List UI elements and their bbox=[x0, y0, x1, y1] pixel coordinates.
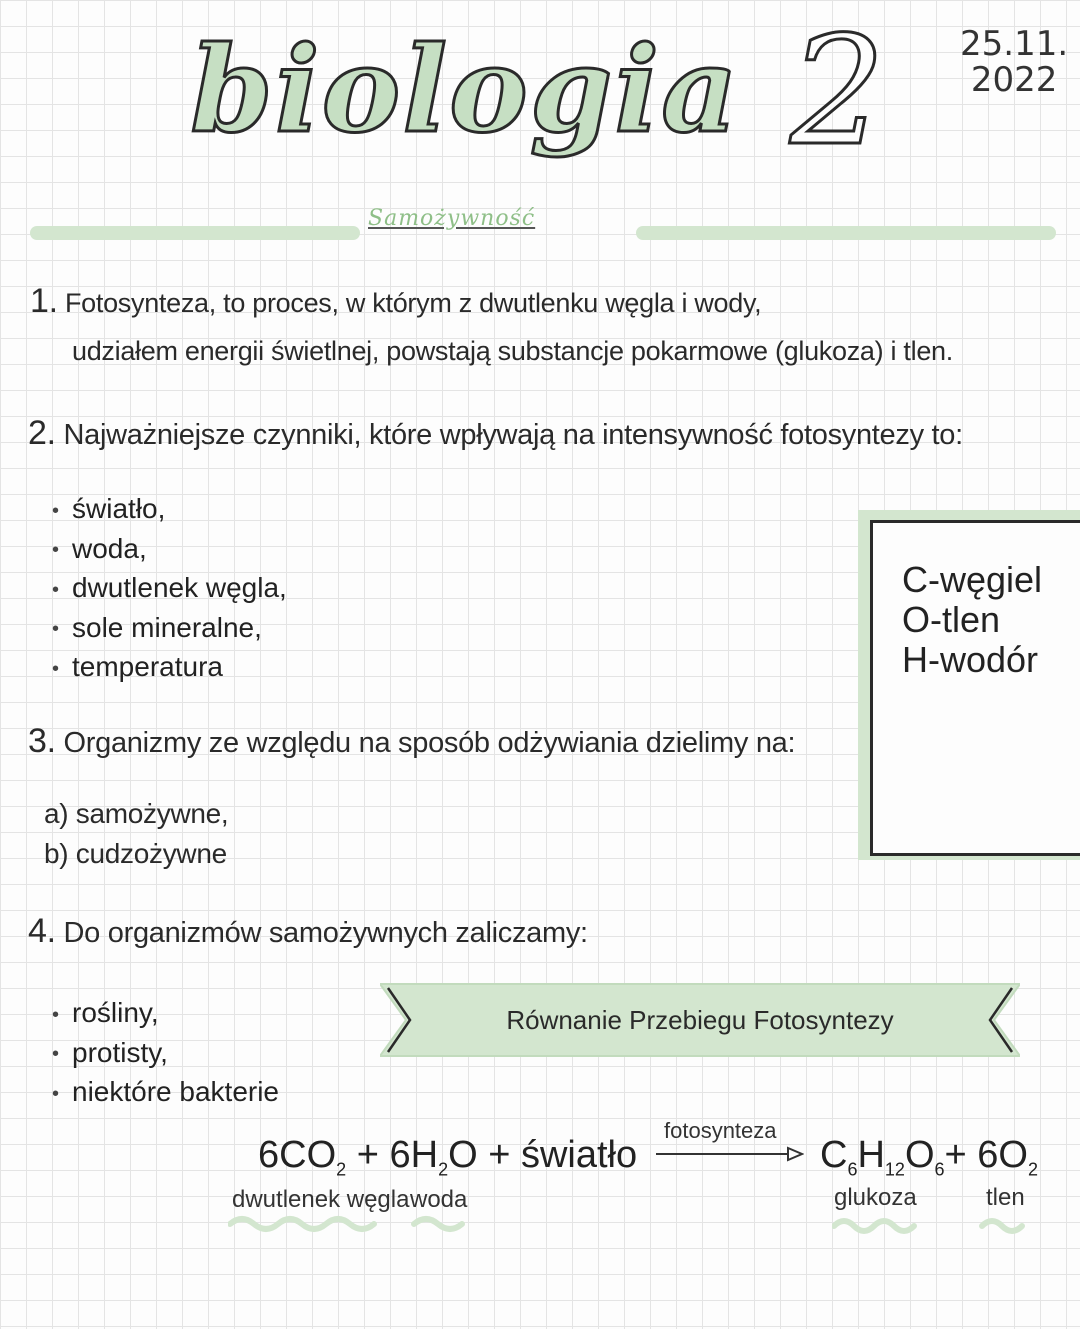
carbon-symbol: C bbox=[820, 1134, 848, 1176]
plus-sign: + bbox=[488, 1134, 511, 1176]
point-1-line-2: udziałem energii świetlnej, powstają substancje pokarmowe (glukoza) i tlen. bbox=[72, 336, 953, 366]
date-year: 2022 bbox=[970, 60, 1058, 100]
plus-sign: + bbox=[944, 1134, 967, 1176]
h2o-subscript: 2 bbox=[438, 1159, 449, 1180]
equation-rhs bbox=[820, 1134, 1038, 1181]
point-1-text: Fotosynteza, to proces, w którym z dwutlenku węgla i wody, bbox=[64, 288, 762, 318]
h2o-tail: O bbox=[448, 1134, 478, 1176]
point-2-heading bbox=[28, 414, 963, 453]
list-item: • protisty, bbox=[52, 1034, 279, 1074]
date-day: 25.11. bbox=[960, 24, 1069, 64]
list-item: • światło, bbox=[52, 490, 287, 530]
arrow-label: fotosynteza bbox=[664, 1118, 777, 1143]
list-item bbox=[44, 798, 228, 830]
autotrophs-list bbox=[52, 994, 279, 1113]
point-4-text: Do organizmów samożywnych zaliczamy: bbox=[63, 917, 588, 949]
co2-term: 6CO bbox=[258, 1134, 337, 1176]
label-oxygen: tlen bbox=[986, 1184, 1025, 1211]
point-3-number: 3. bbox=[28, 722, 56, 760]
list-item bbox=[44, 838, 227, 870]
hydrogen-subscript: 12 bbox=[884, 1159, 905, 1180]
point-1-line-1 bbox=[30, 282, 761, 321]
subtitle-bar-right bbox=[636, 226, 1056, 240]
reaction-arrow-icon bbox=[654, 1146, 804, 1162]
label-glucose: glukoza bbox=[834, 1184, 917, 1211]
light-term: światło bbox=[520, 1134, 638, 1176]
h2o-term: 6H bbox=[389, 1134, 439, 1176]
list-item: • dwutlenek węgla, bbox=[52, 569, 287, 609]
equation-banner bbox=[380, 980, 1020, 1060]
list-marker: b) bbox=[44, 838, 69, 869]
point-4-heading bbox=[28, 912, 588, 951]
point-2-number: 2. bbox=[28, 414, 56, 452]
label-co2: dwutlenek węgla bbox=[232, 1186, 410, 1213]
list-item: • sole mineralne, bbox=[52, 609, 287, 649]
list-item: • woda, bbox=[52, 530, 287, 570]
banner-title: Równanie Przebiegu Fotosyntezy bbox=[506, 1004, 894, 1035]
factors-list bbox=[52, 490, 287, 688]
list-marker: a) bbox=[44, 798, 69, 829]
point-4-number: 4. bbox=[28, 912, 56, 950]
section-subtitle: Samożywność bbox=[368, 206, 536, 231]
legend-item-hydrogen: H-wodór bbox=[902, 639, 1039, 680]
page-title: biologia bbox=[190, 20, 740, 159]
legend-item-carbon: C-węgiel bbox=[902, 559, 1043, 600]
hydrogen-symbol: H bbox=[857, 1134, 885, 1176]
list-label: samożywne, bbox=[75, 798, 229, 829]
list-label: cudzożywne bbox=[75, 838, 227, 869]
title-block bbox=[185, 10, 745, 180]
element-legend bbox=[902, 560, 1042, 680]
subtitle-bar-left bbox=[30, 226, 360, 240]
point-3-text: Organizmy ze względu na sposób odżywiania dzielimy na: bbox=[63, 727, 796, 759]
list-item: • rośliny, bbox=[52, 994, 279, 1034]
list-item: • niektóre bakterie bbox=[52, 1073, 279, 1113]
list-item: • temperatura bbox=[52, 648, 287, 688]
legend-item-oxygen: O-tlen bbox=[902, 599, 1001, 640]
o2-subscript: 2 bbox=[1028, 1159, 1039, 1180]
plus-sign: + bbox=[356, 1134, 379, 1176]
date bbox=[960, 26, 1068, 98]
carbon-subscript: 6 bbox=[847, 1159, 858, 1180]
o2-term: 6O bbox=[977, 1134, 1028, 1176]
co2-subscript: 2 bbox=[336, 1159, 347, 1180]
underline-squiggle bbox=[228, 1214, 478, 1234]
oxygen-subscript: 6 bbox=[934, 1159, 945, 1180]
point-3-heading bbox=[28, 722, 795, 761]
underline-squiggle bbox=[832, 1216, 1032, 1236]
title-number: 2 bbox=[790, 5, 886, 179]
oxygen-symbol: O bbox=[904, 1134, 935, 1176]
equation-lhs bbox=[258, 1134, 637, 1181]
point-1-number: 1. bbox=[30, 282, 58, 320]
point-2-text: Najważniejsze czynniki, które wpływają na intensywność fotosyntezy to: bbox=[63, 419, 963, 451]
label-h2o: woda bbox=[410, 1186, 468, 1213]
